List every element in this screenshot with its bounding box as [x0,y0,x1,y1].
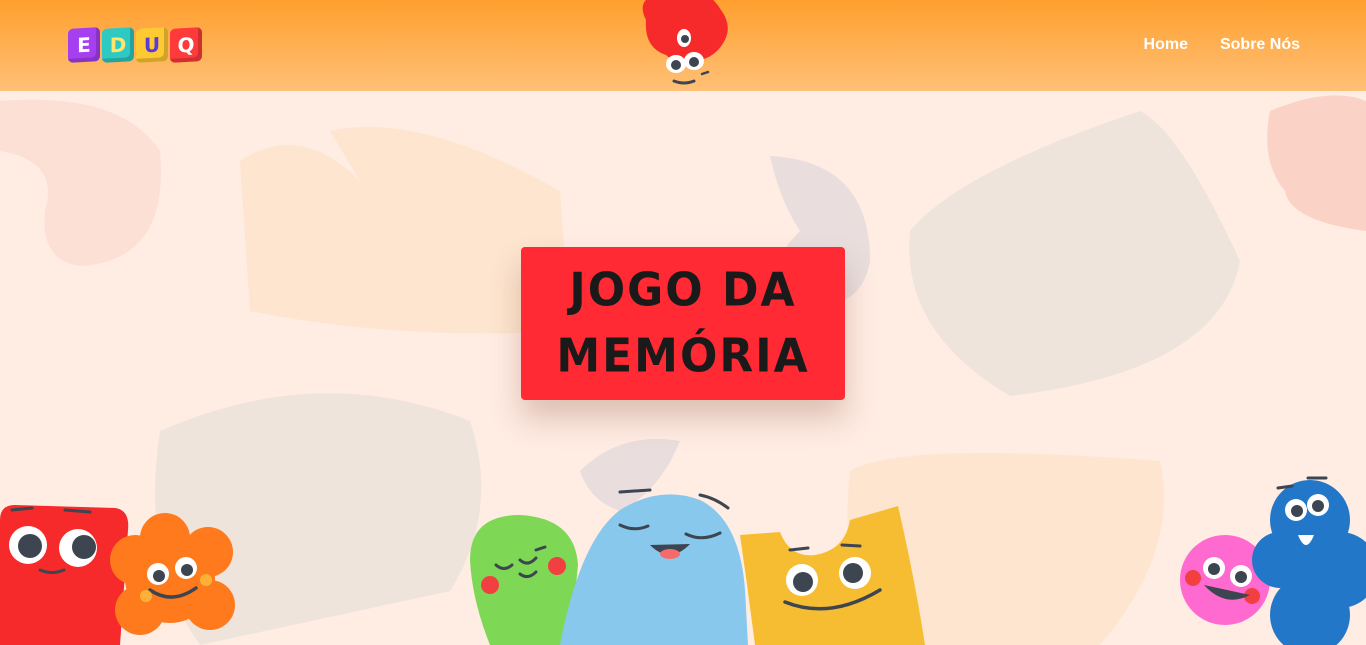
red-square-mascot [0,505,128,645]
orange-flower-mascot [110,513,235,635]
eduq-logo[interactable] [68,28,202,64]
nav-link-home[interactable]: Home [1143,36,1188,53]
blue-clover-mascot [1252,478,1366,645]
green-blob-mascot [470,515,578,645]
main-nav [1144,36,1300,54]
nav-link-sobre-nos[interactable]: Sobre Nós [1219,36,1300,53]
logo-letter-block: Q [170,27,202,63]
red-flower-mascot [636,0,732,90]
blue-blob-mascot [560,490,748,645]
game-title-card[interactable] [521,247,845,400]
logo-letter-block: U [136,27,168,63]
mascot-characters [0,440,1366,645]
yellow-square-mascot [740,506,925,645]
logo-letter-block: E [68,27,100,63]
logo-letter-block: D [102,27,134,63]
title-line-2: MEMÓRIA [556,329,810,383]
title-line-1: JOGO DA [569,263,797,317]
